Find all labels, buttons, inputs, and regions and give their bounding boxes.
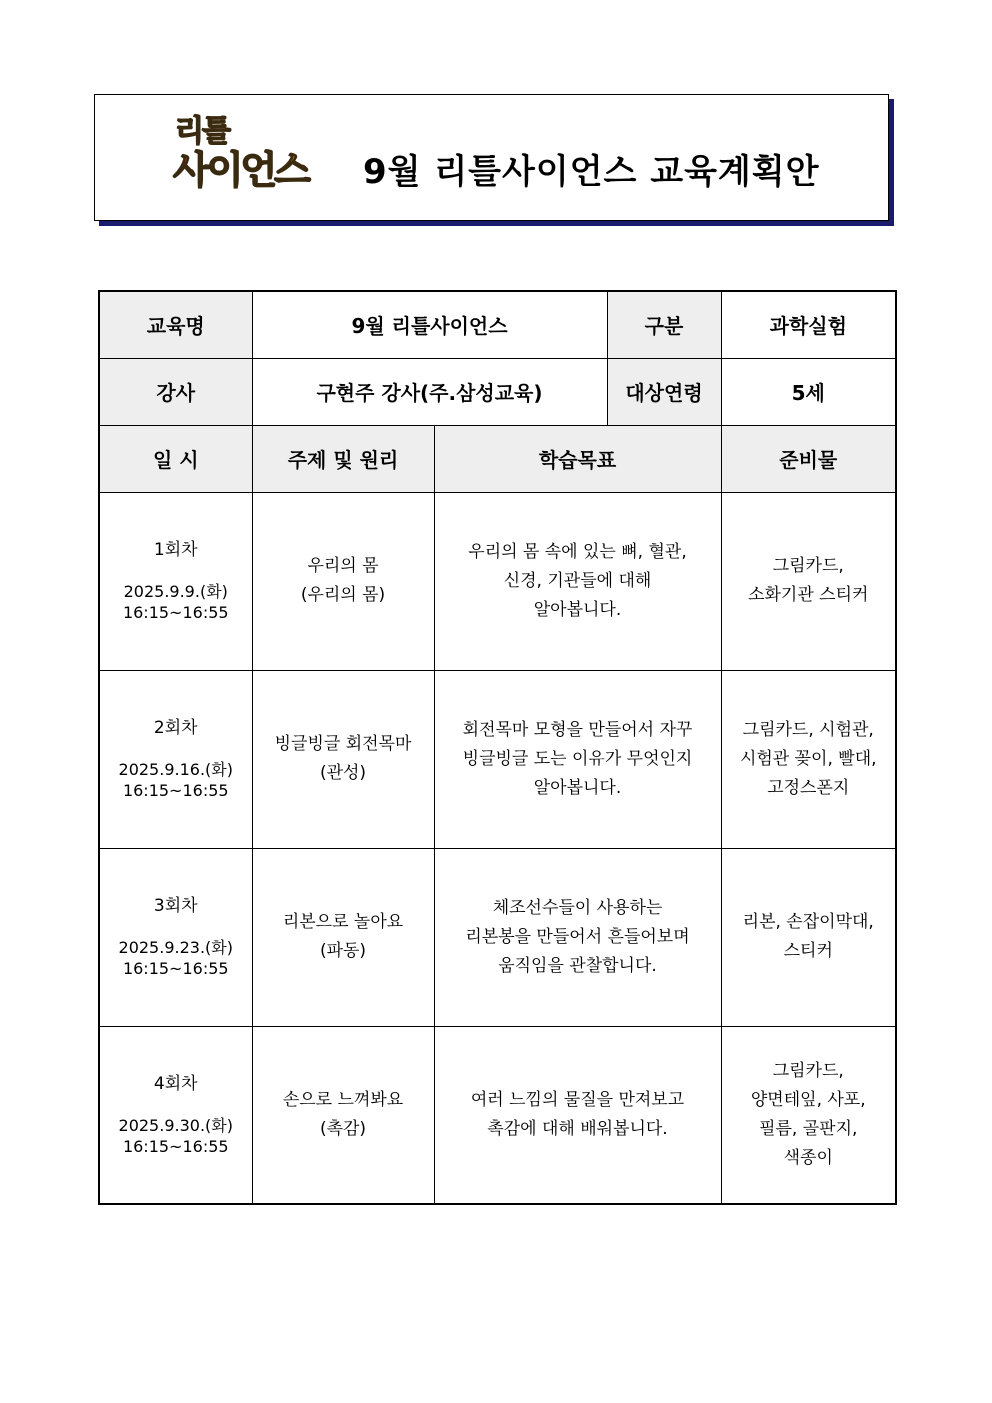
session-topic: 리본으로 놀아요 (파동) <box>252 848 434 1026</box>
session-topic: 우리의 몸 (우리의 몸) <box>252 492 434 670</box>
session-datetime <box>99 1026 252 1204</box>
instructor-row <box>99 358 896 425</box>
session-row <box>99 670 896 848</box>
column-header-topic: 주제 및 원리 <box>252 425 434 492</box>
session-materials: 리본, 손잡이막대, 스티커 <box>721 848 896 1026</box>
session-datetime <box>99 492 252 670</box>
column-header-goal: 학습목표 <box>434 425 721 492</box>
session-row <box>99 848 896 1026</box>
session-goal: 체조선수들이 사용하는 리본봉을 만들어서 흔들어보며 움직임을 관찰합니다. <box>434 848 721 1026</box>
session-time: 16:15~16:55 <box>122 603 229 622</box>
session-goal: 회전목마 모형을 만들어서 자꾸 빙글빙글 도는 이유가 무엇인지 알아봅니다. <box>434 670 721 848</box>
column-header-row <box>99 425 896 492</box>
session-date: 2025.9.23.(화) <box>118 938 233 957</box>
logo-bottom-text: 사이언스 <box>173 148 308 192</box>
session-goal: 여러 느낌의 물질을 만져보고 촉감에 대해 배워봅니다. <box>434 1026 721 1204</box>
little-science-logo <box>173 113 343 203</box>
age-value: 5세 <box>721 358 896 425</box>
session-topic: 빙글빙글 회전목마 (관성) <box>252 670 434 848</box>
session-date: 2025.9.16.(화) <box>118 760 233 779</box>
session-materials: 그림카드, 소화기관 스티커 <box>721 492 896 670</box>
course-row <box>99 291 896 358</box>
session-time: 16:15~16:55 <box>122 959 229 978</box>
session-goal: 우리의 몸 속에 있는 뼈, 혈관, 신경, 기관들에 대해 알아봅니다. <box>434 492 721 670</box>
session-materials: 그림카드, 양면테잎, 사포, 필름, 골판지, 색종이 <box>721 1026 896 1204</box>
session-date: 2025.9.9.(화) <box>123 582 228 601</box>
session-label: 2회차 <box>153 718 198 738</box>
session-label: 4회차 <box>153 1073 198 1094</box>
course-label: 교육명 <box>99 291 252 358</box>
instructor-label: 강사 <box>99 358 252 425</box>
instructor-value: 구현주 강사(주.삼성교육) <box>252 358 607 425</box>
session-label: 1회차 <box>153 540 198 560</box>
column-header-date: 일 시 <box>99 425 252 492</box>
page-title: 9월 리틀사이언스 교육계획안 <box>363 152 820 192</box>
session-materials: 그림카드, 시험관, 시험관 꽂이, 빨대, 고정스폰지 <box>721 670 896 848</box>
title-banner <box>94 94 889 221</box>
session-date: 2025.9.30.(화) <box>118 1115 233 1135</box>
category-label: 구분 <box>607 291 721 358</box>
category-value: 과학실험 <box>721 291 896 358</box>
session-topic: 손으로 느껴봐요 (촉감) <box>252 1026 434 1204</box>
session-label: 3회차 <box>153 896 198 916</box>
logo-top-text: 리틀 <box>175 114 229 149</box>
course-value: 9월 리틀사이언스 <box>252 291 607 358</box>
session-datetime <box>99 848 252 1026</box>
session-time: 16:15~16:55 <box>122 781 229 800</box>
session-row <box>99 1026 896 1204</box>
column-header-materials: 준비물 <box>721 425 896 492</box>
session-row <box>99 492 896 670</box>
session-time: 16:15~16:55 <box>122 1136 229 1156</box>
session-datetime <box>99 670 252 848</box>
education-plan-table <box>98 290 897 1205</box>
age-label: 대상연령 <box>607 358 721 425</box>
